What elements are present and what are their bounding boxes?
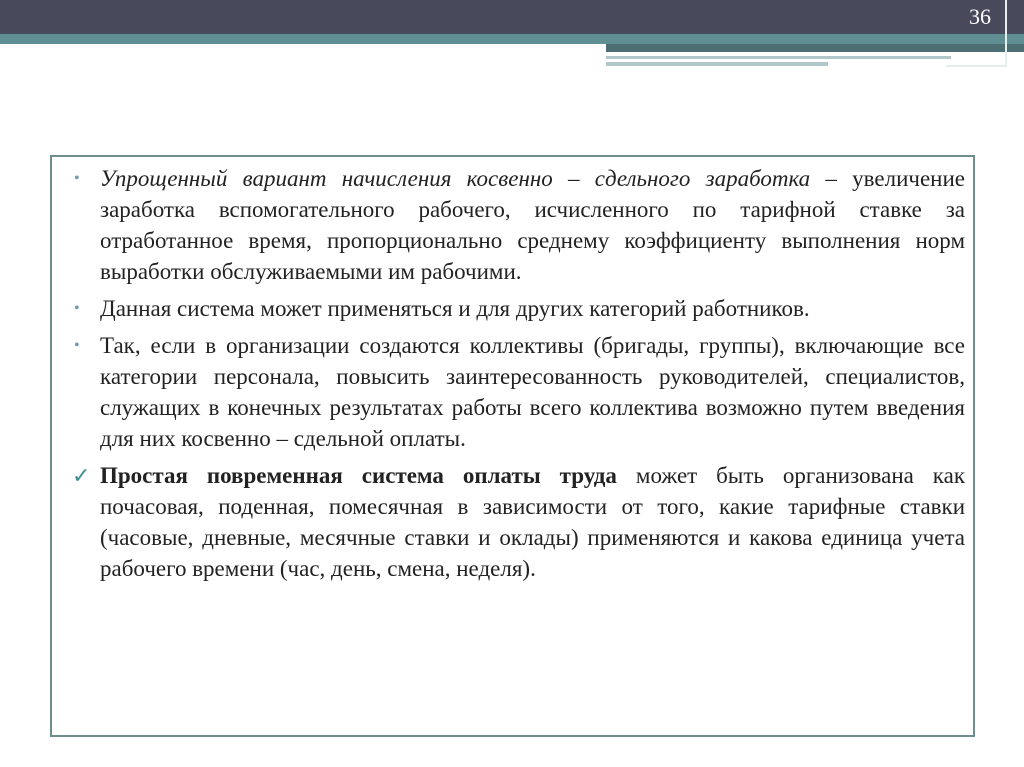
bullet-icon: •	[74, 300, 80, 317]
bullet-icon: •	[74, 170, 80, 187]
bullet-lead-bold: Простая повременная система оплаты труда	[100, 463, 617, 488]
bullet-list	[70, 163, 965, 590]
bullet-item-2	[70, 293, 965, 324]
header-bar	[0, 0, 1024, 34]
bullet-item-1	[70, 163, 965, 287]
slide-number: 36	[969, 4, 991, 29]
bullet-text: – увеличение заработка вспомогательного рабочего, исчисленного по тарифной ставке за отработанное время, пропорционально среднему коэффициенту выполнения норм выработки обслуживаемыми им рабочими.	[100, 166, 966, 284]
bullet-lead-italic: Упрощенный вариант начисления косвенно – сдельного заработка	[100, 166, 811, 191]
header-stripe-dark	[606, 44, 1024, 52]
header-accent-band	[0, 34, 1024, 44]
bullet-icon: •	[74, 337, 80, 354]
bullet-text: Данная система может применяться и для других категорий работников.	[100, 296, 810, 321]
bullet-text: может быть организована как почасовая, поденная, помесячная в зависимости от того, какие тарифные ставки (часовые, дневные, месячные ставки и оклады) применяются и какова единица учета рабочего времени (час, день, смена, неделя).	[100, 463, 965, 581]
header-stripe-light-short	[606, 62, 828, 66]
bullet-item-4	[70, 460, 965, 584]
corner-frame-line-vertical	[1005, 0, 1007, 67]
header-stripe-light	[606, 56, 951, 59]
checkmark-icon: ✓	[72, 463, 91, 488]
bullet-text: Так, если в организации создаются коллективы (бригады, группы), включающие все категории персонала, повысить заинтересованность руководителей, специалистов, служащих в конечных результатах работы всего коллектива возможно путем введения для них косвенно – сдельной оплаты.	[100, 333, 965, 451]
bullet-item-3	[70, 330, 965, 454]
corner-frame-line-horizontal	[946, 65, 1007, 67]
